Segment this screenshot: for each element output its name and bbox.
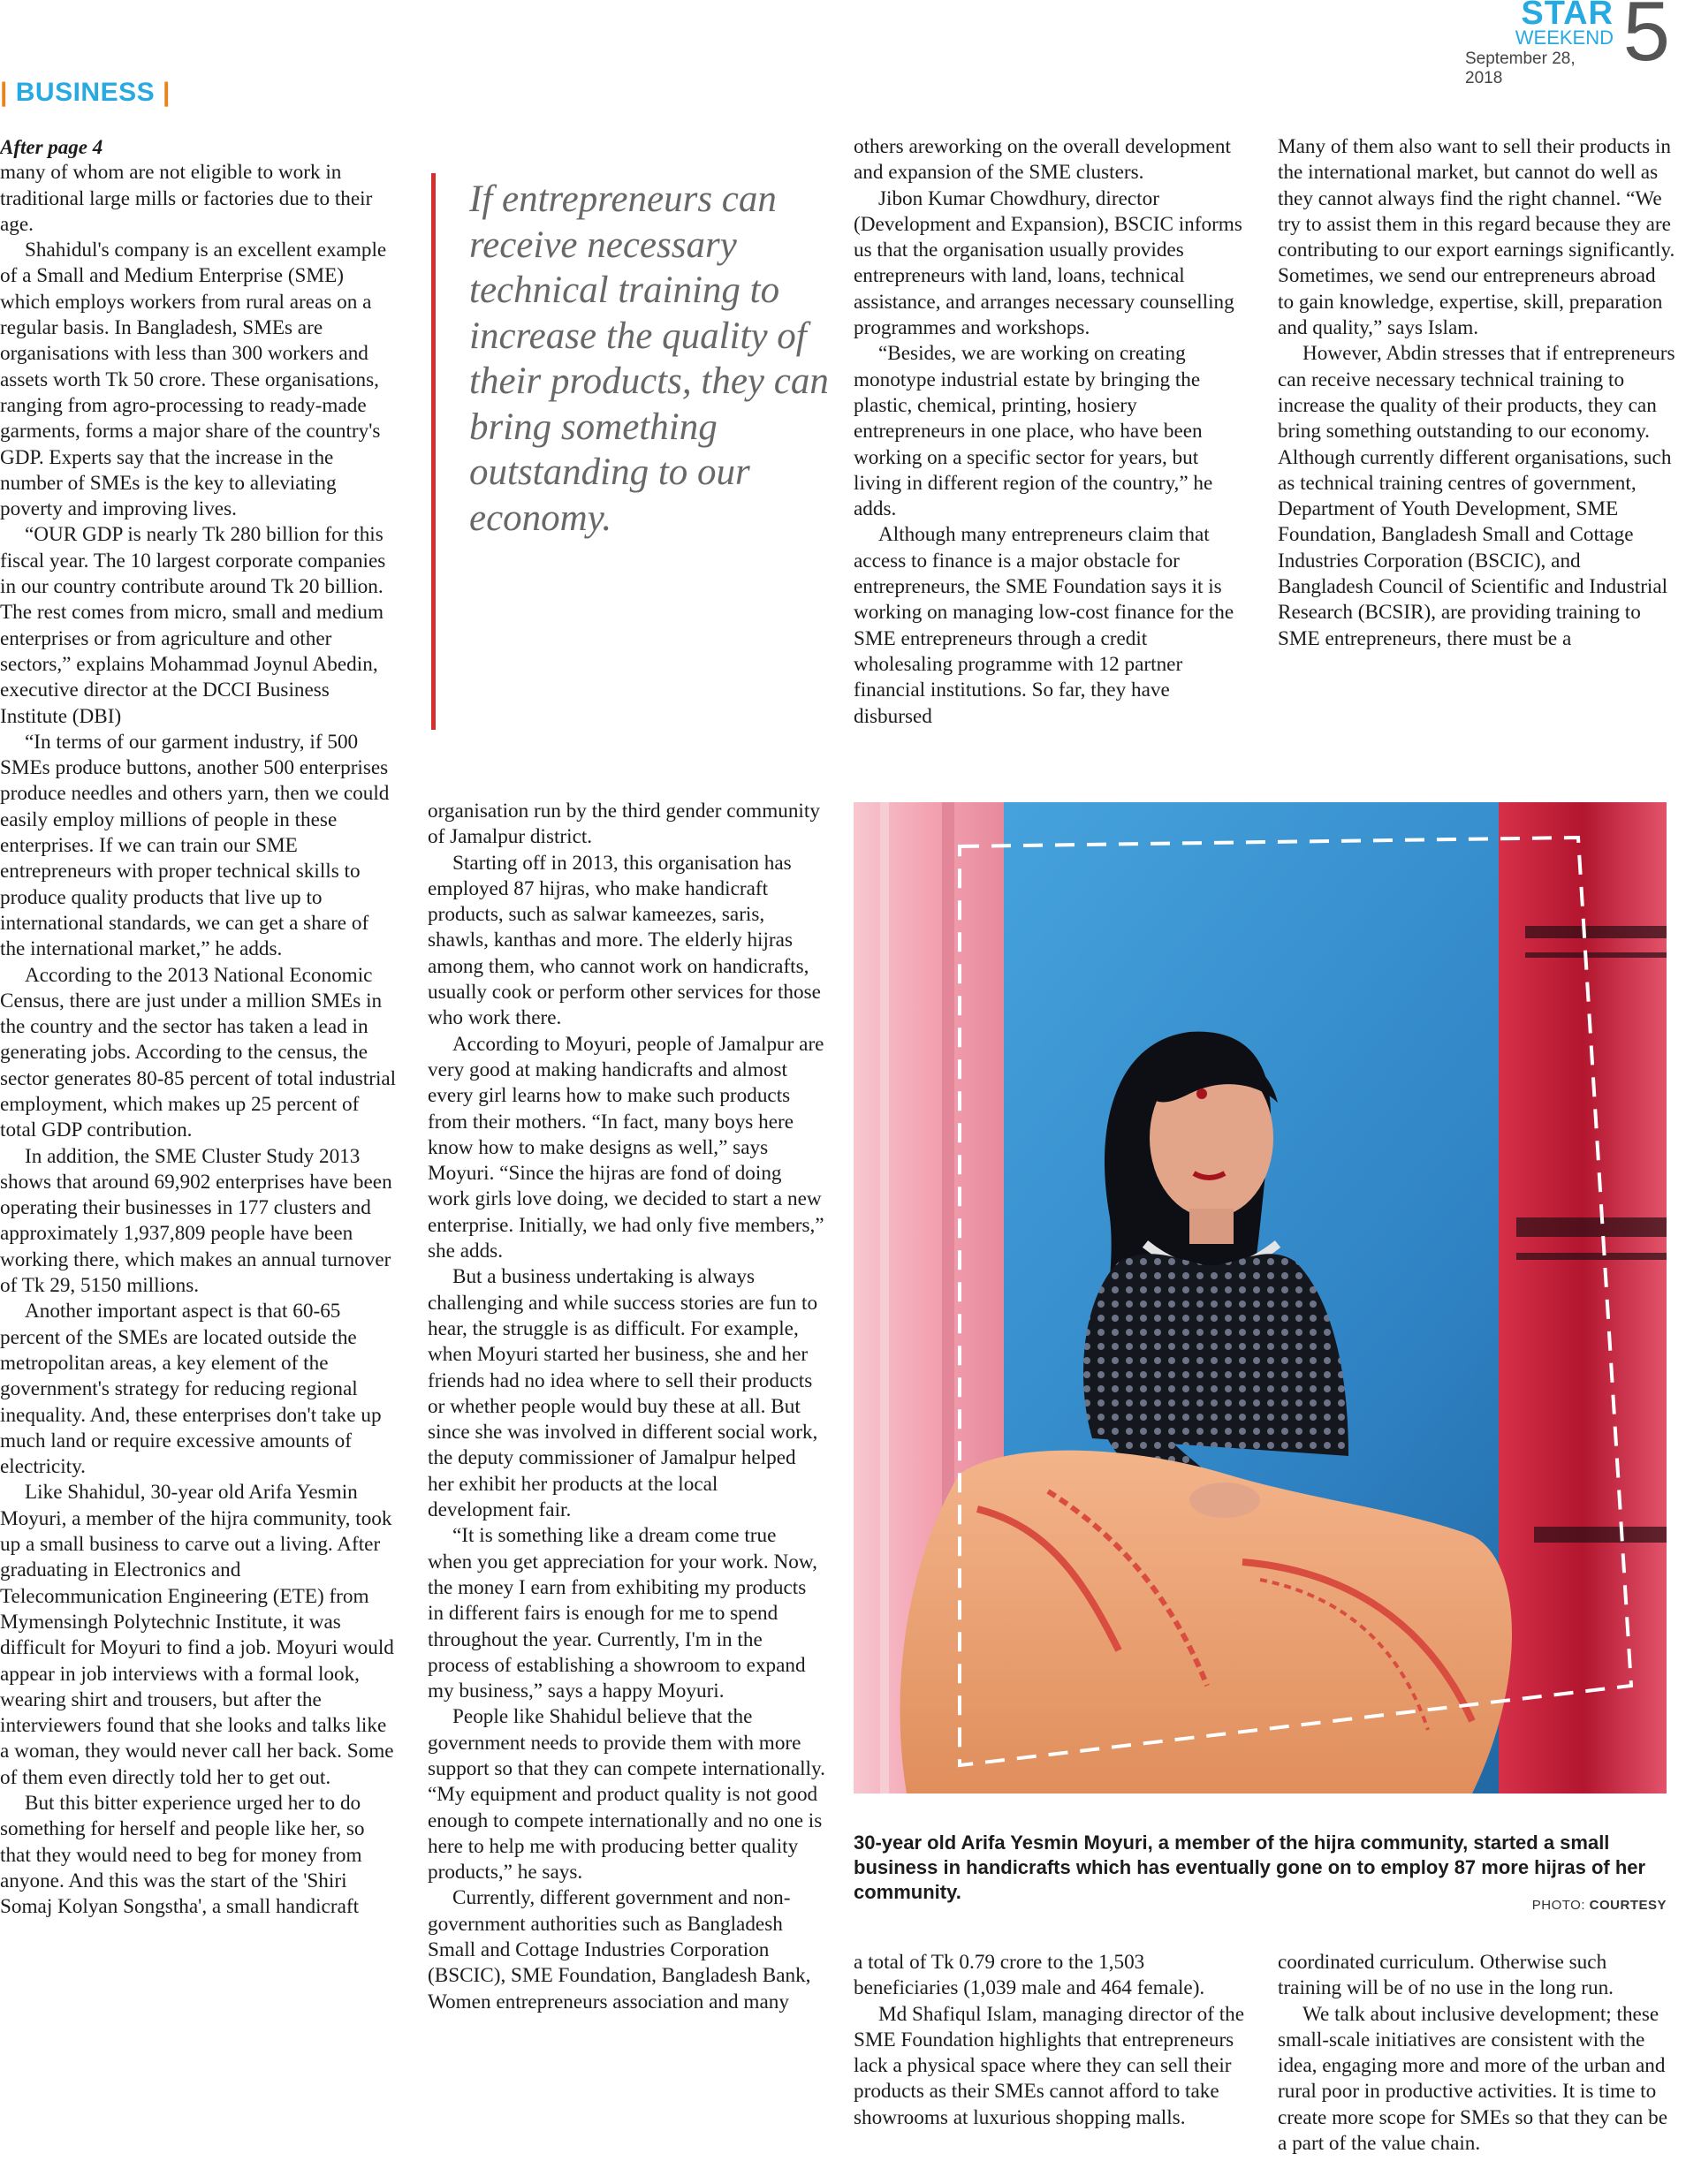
paragraph: others areworking on the overall development and expansion of the SME clusters. [854, 135, 1231, 185]
paragraph: Starting off in 2013, this organisation has employed 87 hijras, who make handicraft products, such as salwar kameezes, saris, shawls, kanthas and more. The elderly hijras among them, who cannot work on handicrafts, usually cook or perform other services for those who work there. [428, 851, 821, 1030]
paragraph: Another important aspect is that 60-65 percent of the SMEs are located outside the metropolitan areas, a key element of the government's strategy for reducing regional inequality. And, these enterprises don't take up much land or require excessive amounts of electricity. [0, 1300, 382, 1479]
masthead-sub: WEEKEND [1515, 27, 1614, 49]
section-bar-left: | [0, 78, 8, 107]
article-column-3-top [854, 134, 1251, 730]
photo-credit-label: PHOTO: [1531, 1898, 1585, 1913]
section-title: BUSINESS [15, 78, 156, 107]
paragraph: “Besides, we are working on creating monotype industrial estate by bringing the plastic, chemical, printing, hosiery entrepreneurs in one place, who have been working on a specific sector for years, but living in different region of the country,” he adds. [854, 342, 1213, 521]
paragraph: We talk about inclusive development; these small-scale initiatives are consistent with the idea, engaging more and more of the urban and rural poor in productive activities. It is time to create more scope for SMEs so that they can be a part of the value chain. [1278, 2002, 1668, 2156]
paragraph: People like Shahidul believe that the government needs to provide them with more support so that they can compete internationally. “My equipment and product quality is not good enough to compete internationally and no one is here to help me with producing better quality products,” he says. [428, 1705, 825, 1884]
paragraph: Shahidul's company is an excellent example of a Small and Medium Enterprise (SME) which employs workers from rural areas on a regular basis. In Bangladesh, SMEs are organisations with less than 300 workers and assets worth Tk 50 crore. These organisations, ranging from agro-processing to ready-made garments, forms a major share of the country's GDP. Experts say that the increase in the number of SMEs is the key to alleviating poverty and improving lives. [0, 239, 387, 521]
paragraph: organisation run by the third gender community of Jamalpur district. [428, 800, 820, 849]
paragraph: According to Moyuri, people of Jamalpur are very good at making handicrafts and almost every girl learns how to make such products from their mothers. “In fact, many boys here know how to make designs as well,” says Moyuri. “Since the hijras are fond of doing work girls love doing, we decided to start a new enterprise. Initially, we had only five members,” she adds. [428, 1032, 824, 1263]
paragraph: “It is something like a dream come true when you get appreciation for your work. Now, the money I earn from exhibiting my products in different fairs is enough for me to spend throughout the year. Currently, I'm in the process of establishing a showroom to expand my business,” says a happy Moyuri. [428, 1524, 817, 1703]
paragraph: “OUR GDP is nearly Tk 280 billion for this fiscal year. The 10 largest corporate companies in our country contribute around Tk 20 billion. The rest comes from micro, small and medium enterprises or from agriculture and other sectors,” explains Mohammad Joynul Abedin, executive director at the DCCI Business Institute (DBI) [0, 523, 386, 728]
photo-illustration [854, 802, 1667, 1793]
continued-from-label: After page 4 [0, 136, 103, 158]
masthead-brand: STAR [1521, 0, 1614, 32]
paragraph: “In terms of our garment industry, if 500 SMEs produce buttons, another 500 enterprises produce needles and others yarn, then we could easily employ millions of people in these enterprises. If we can train our SME entrepreneurs with proper technical skills to produce quality products that live up to international standards, we can get a share of the international market,” he adds. [0, 730, 390, 961]
article-column-4-top [1278, 134, 1675, 652]
paragraph: Jibon Kumar Chowdhury, director (Development and Expansion), BSCIC informs us that the organisation usually provides entrepreneurs with land, loans, technical assistance, and arranges necessary counselling programmes and workshops. [854, 186, 1242, 340]
paragraph: many of whom are not eligible to work in traditional large mills or factories due to their age. [0, 161, 373, 236]
paragraph: Like Shahidul, 30-year old Arifa Yesmin Moyuri, a member of the hijra community, took up a small business to carve out a living. After graduating in Electronics and Telecommunication Engineering (ETE) from Mymensingh Polytechnic Institute, it was difficult for Moyuri to find a job. Moyuri would appear in job interviews with a formal look, wearing shirt and trousers, but after the interviewers found that she looks and talks like a woman, they would never call her back. Some of them even directly told her to get out. [0, 1481, 394, 1789]
article-column-1 [0, 134, 398, 1920]
paragraph: Although many entrepreneurs claim that access to finance is a major obstacle for entrepreneurs, the SME Foundation says it is working on managing low-cost finance for the SME entrepreneurs through a credit wholesaling programme with 12 partner financial institutions. So far, they have disbursed [854, 523, 1234, 728]
article-photo [854, 802, 1667, 1793]
paragraph: According to the 2013 National Economic Census, there are just under a million SMEs in the country and the sector has taken a lead in generating jobs. According to the census, the sector generates 80-85 percent of total industrial employment, which makes up 25 percent of total GDP contribution. [0, 963, 397, 1142]
article-column-4-bottom [1278, 1950, 1675, 2157]
article-column-2 [428, 799, 825, 2015]
paragraph: However, Abdin stresses that if entrepreneurs can receive necessary technical training to increase the quality of their products, they can bring something outstanding to our economy. Although currently different organisations, such as technical training centres of government, Department of Youth Development, SME Foundation, Bangladesh Small and Cottage Industries Corporation (BSCIC), and Bangladesh Council of Scientific and Industrial Research (BCSIR), are providing training to SME entrepreneurs, there must be a [1278, 342, 1675, 650]
section-bar-right: | [162, 78, 171, 107]
photo-caption: 30-year old Arifa Yesmin Moyuri, a member of the hijra community, started a small business in handicrafts which has eventually gone on to employ 87 more hijras of her community. [854, 1831, 1646, 1903]
paragraph: But this bitter experience urged her to do something for herself and people like her, so that they would need to beg for money from anyone. And this was the start of the 'Shiri Somaj Kolyan Songstha', a small handicraft [0, 1792, 365, 1919]
pull-quote-text: If entrepreneurs can receive necessary technical training to increase the quality of their products, they can bring something outstanding to our economy. [469, 178, 829, 539]
masthead [1465, 0, 1677, 87]
pull-quote [431, 173, 858, 730]
paragraph: In addition, the SME Cluster Study 2013 shows that around 69,902 enterprises have been operating their businesses in 177 clusters and approximately 1,937,809 people have been working there, which makes an annual turnover of Tk 29, 5150 millions. [0, 1144, 392, 1298]
section-label [0, 78, 171, 108]
paragraph: But a business undertaking is always challenging and while success stories are fun to hear, the struggle is as difficult. For example, when Moyuri started her business, she and her friends had no idea where to sell their products or whether people would buy these at all. But since she was involved in different social work, the deputy commissioner of Jamalpur helped her exhibit her products at the local development fair. [428, 1265, 818, 1522]
paragraph: Md Shafiqul Islam, managing director of the SME Foundation highlights that entrepreneurs lack a physical space where they can sell their products as their SMEs cannot afford to take showrooms at luxurious shopping malls. [854, 2002, 1245, 2129]
paragraph: a total of Tk 0.79 crore to the 1,503 beneficiaries (1,039 male and 464 female). [854, 1951, 1205, 2000]
issue-date: September 28, 2018 [1465, 49, 1576, 87]
page-number: 5 [1622, 0, 1670, 79]
article-column-3-bottom [854, 1950, 1251, 2131]
photo-credit [1532, 1898, 1667, 1913]
paragraph: Many of them also want to sell their products in the international market, but cannot do well as they cannot always find the right channel. “We try to assist them in this regard because they are contributing to our export earnings significantly. Sometimes, we send our entrepreneurs abroad to gain knowledge, expertise, skill, preparation and quality,” says Islam. [1278, 135, 1675, 340]
photo-credit-value: COURTESY [1589, 1898, 1667, 1913]
paragraph: coordinated curriculum. Otherwise such training will be of no use in the long run. [1278, 1951, 1614, 2000]
paragraph: Currently, different government and non-government authorities such as Bangladesh Small and Cottage Industries Corporation (BSCIC), SME Foundation, Bangladesh Bank, Women entrepreneurs association and many [428, 1886, 811, 2013]
